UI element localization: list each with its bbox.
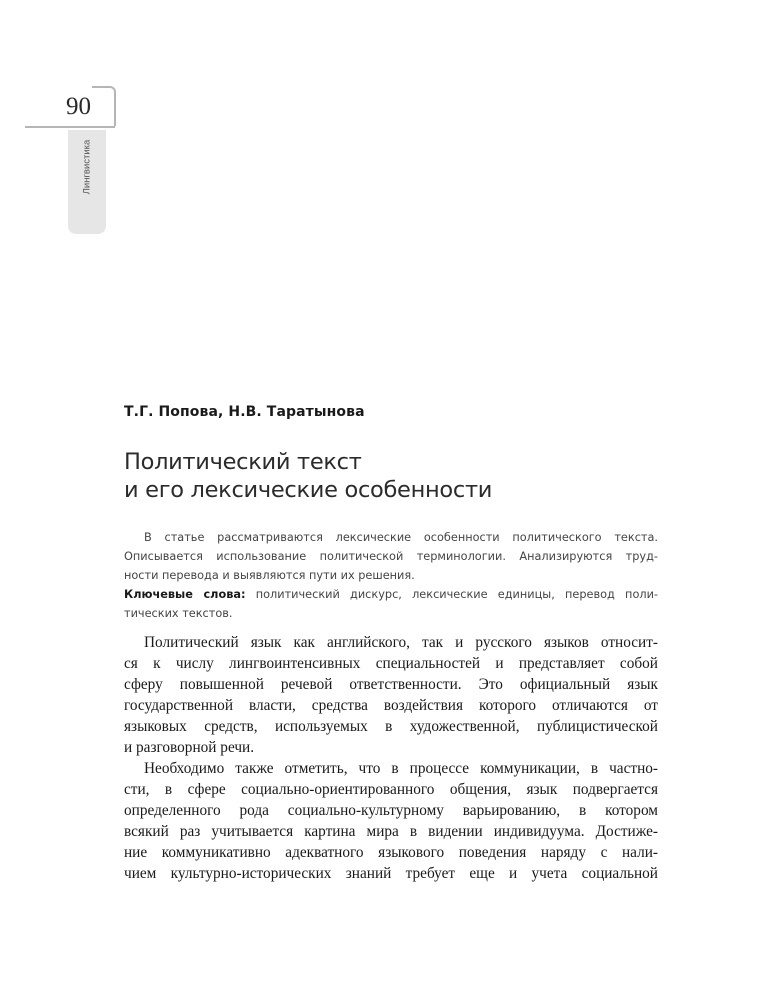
- body-line: Политический язык как английского, так и русского языков относит-: [144, 634, 658, 651]
- section-label: Лингвистика: [81, 139, 93, 195]
- title-line: Политический текст: [124, 449, 362, 475]
- body-line: Необходимо также отметить, что в процессе коммуникации, в частно-: [144, 760, 658, 777]
- body-line: ние коммуникативно адекватного языкового поведения наряду с нали-: [124, 844, 658, 861]
- abstract-line: ности перевода и выявляются пути их решения.: [124, 569, 415, 582]
- page-number-bracket: [92, 86, 116, 126]
- keywords-line: [124, 585, 658, 604]
- article-title: [124, 448, 664, 504]
- keywords-line: тических текстов.: [124, 607, 233, 620]
- title-line: и его лексические особенности: [124, 477, 493, 503]
- keywords-label: Ключевые слова:: [124, 588, 246, 601]
- abstract-line: В статье рассматриваются лексические особенности политического текста.: [144, 531, 658, 544]
- article-body: [124, 632, 658, 884]
- section-label-container: [68, 134, 106, 200]
- article-abstract: [124, 528, 658, 623]
- page-number-rule: [25, 126, 115, 128]
- body-line: сферу повышенной речевой ответственности. Это официальный язык: [124, 676, 658, 693]
- body-line: определенного рода социально-культурному варьированию, в котором: [124, 802, 658, 819]
- body-line: языковых средств, используемых в художественной, публицистической: [124, 718, 658, 735]
- article-authors: Т.Г. Попова, Н.В. Таратынова: [124, 404, 365, 420]
- body-line: сти, в сфере социально-ориентированного общения, язык подвергается: [124, 781, 658, 798]
- body-line: чием культурно-исторических знаний требует еще и учета социальной: [124, 865, 658, 882]
- keywords-text: политический дискурс, лексические единицы, перевод поли-: [245, 588, 658, 601]
- body-line: государственной власти, средства воздействия которого отличаются от: [124, 697, 658, 714]
- body-line: ся к числу лингвоинтенсивных специальностей и представляет собой: [124, 655, 658, 672]
- body-line: всякий раз учитывается картина мира в видении индивидуума. Достиже-: [124, 823, 658, 840]
- abstract-line: Описывается использование политической терминологии. Анализируются труд-: [124, 550, 658, 563]
- body-line: и разговорной речи.: [124, 739, 255, 756]
- page-number: 90: [66, 93, 91, 120]
